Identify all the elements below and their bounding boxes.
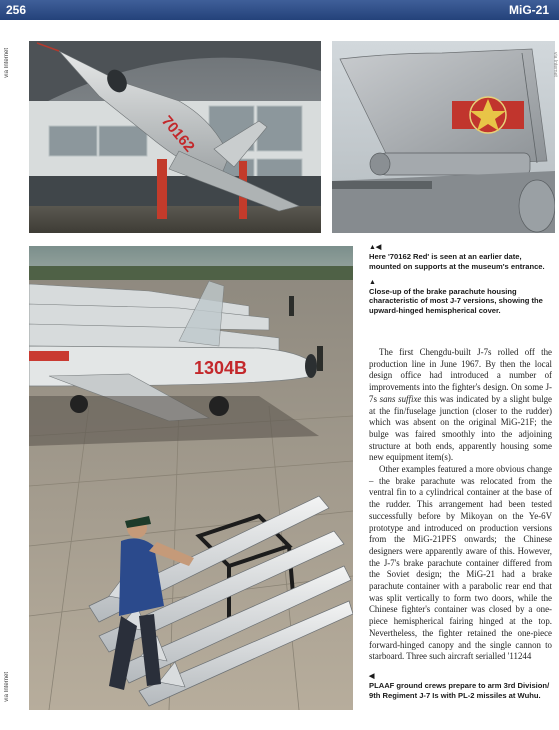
caption-ground-crews: PLAAF ground crews prepare to arm 3rd Division/ 9th Regiment J-7 Is with PL-2 missiles at Wuhu. <box>369 681 550 700</box>
running-title: MiG-21 <box>508 3 549 17</box>
body-emphasis: sans suffixe <box>379 393 422 404</box>
photo-credit-side: via Internet <box>552 52 558 77</box>
page-number: 256 <box>6 3 27 17</box>
article-body <box>369 347 552 663</box>
caption-block-top <box>369 243 552 322</box>
photo-credit-top: via Internet <box>4 48 10 78</box>
body-paragraph-1: The first Chengdu-built J-7s rolled off the production line in June 1967. By then the local design office had introduced a number of improvements into the fighter's design. On some J-7s sans suffixe this was indicated by a slight bulge at the fin/fuselage junction (closer to the rudder) which was absent on the original MiG-21F; the bulge was faired smoothly into the adjoining structure at both ends, apparently housing some new equipment item(s). <box>369 347 552 463</box>
caption-arrow-indicator-top: ▲◀ <box>369 244 382 251</box>
caption-block-bottom <box>369 672 552 707</box>
caption-museum-entrance: Here '70162 Red' is seen at an earlier date, mounted on supports at the museum's entrance. <box>369 252 545 271</box>
photo-credit-bottom: via Internet <box>4 672 10 702</box>
caption-brake-parachute: Close-up of the brake parachute housing characteristic of most J-7 versions, showing the upward-hinged hemispherical cover. <box>369 286 543 316</box>
photo-brake-parachute-housing <box>332 41 555 233</box>
page-header <box>0 0 559 20</box>
caption-arrow-indicator-left: ◀ <box>369 673 375 680</box>
photo-museum-entrance-j7 <box>29 41 321 233</box>
caption-arrow-indicator-up: ▲ <box>369 278 376 286</box>
body-paragraph-2: Other examples featured a more obvious change – the brake parachute was relocated from the ventral fin to a cylindrical container at the base of the rudder. This arrangement had been tested successfully before by Mikoyan on the Ye-6V prototype and introduced on production versions from the MiG-21PFS onwards; the Chinese designers were apparently aware of this. However, the J-7's brake parachute container differed from the Soviet design; the MiG-21 had a brake parachute container with a parabolic rear end that was split vertically to form two doors, while the Chinese fighter's container was closed by a one-piece hemispherical fairing hinged at the top. Nevertheless, the fighter retained the one-piece forward-hinged canopy and the single cannon to starboard. Three such aircraft serialled '11244 <box>369 464 552 662</box>
hangar-aircraft-tail-number: 70162 <box>157 112 198 156</box>
line-aircraft-nose-number: 1304B <box>194 358 248 378</box>
photo-ground-crew-pl2-missiles <box>29 246 353 710</box>
